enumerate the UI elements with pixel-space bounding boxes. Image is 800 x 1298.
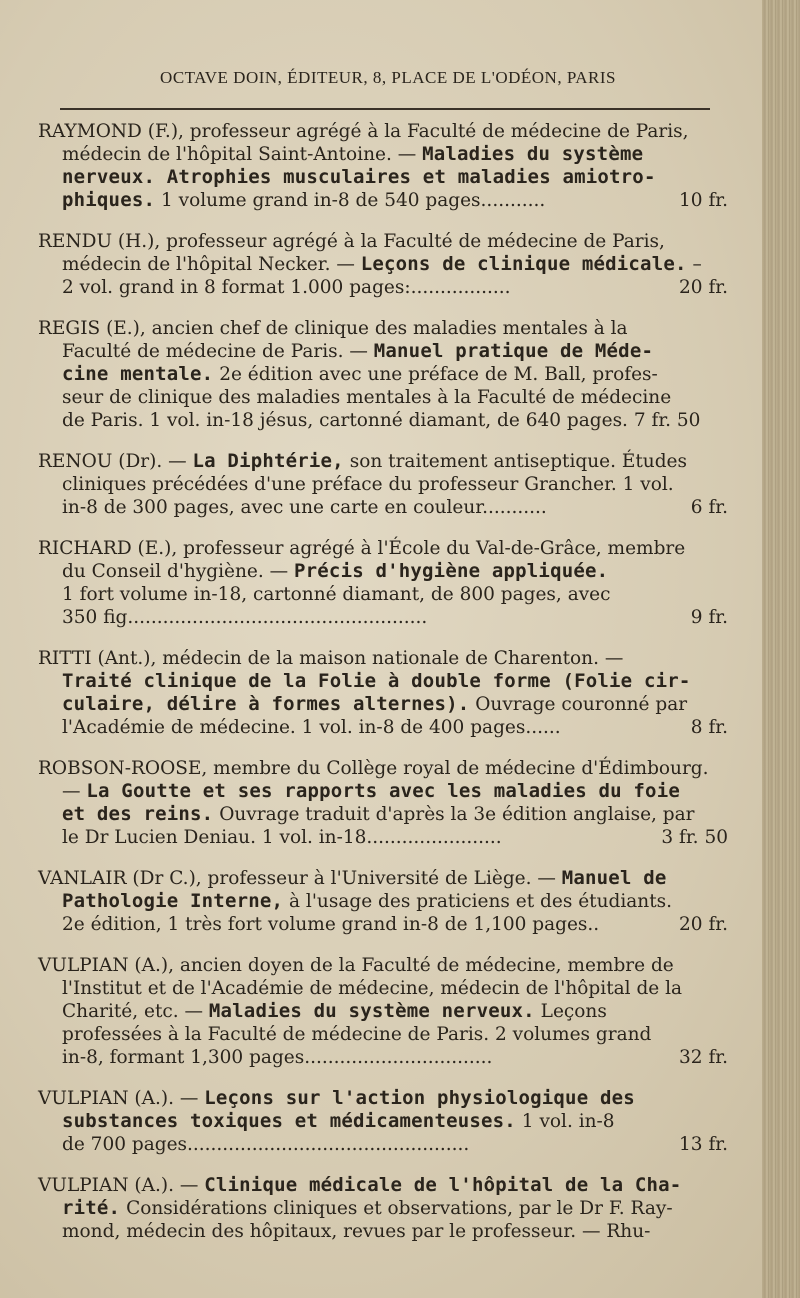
entry-text: à l'usage des praticiens et des étudiants. <box>283 891 673 912</box>
entry-line <box>38 716 728 739</box>
catalog-entry <box>38 450 728 519</box>
catalog-entry <box>38 317 728 432</box>
entry-line <box>38 1197 728 1220</box>
catalog-entry <box>38 867 728 936</box>
entry-text: 1 volume grand in-8 de 540 pages........... <box>155 190 546 211</box>
entry-line <box>38 560 728 583</box>
entry-line <box>38 1220 728 1243</box>
catalog-entry <box>38 757 728 849</box>
entry-text: rité. <box>62 1197 121 1219</box>
entry-text: Pathologie Interne, <box>62 890 284 912</box>
entry-line <box>38 826 728 849</box>
entry-text: ROBSON-ROOSE, membre du Collège royal de médecine d'Édimbourg. <box>38 758 709 779</box>
entry-text: RAYMOND (F.), professeur agrégé à la Faculté de médecine de Paris, <box>38 121 689 142</box>
catalog-entry <box>38 647 728 739</box>
entry-line <box>38 1000 728 1023</box>
entry-line <box>38 340 728 363</box>
entry-text: du Conseil d'hygiène. — <box>62 561 295 582</box>
entry-text: Leçons de clinique médicale. <box>360 253 687 275</box>
entry-text: substances toxiques et médicamenteuses. <box>62 1110 516 1132</box>
entry-text: l'Institut et de l'Académie de médecine, médecin de l'hôpital de la <box>62 978 683 999</box>
entry-text: RENDU (H.), professeur agrégé à la Faculté de médecine de Paris, <box>38 231 665 252</box>
entry-price: 13 fr. <box>679 1134 728 1155</box>
catalog-entry <box>38 1087 728 1156</box>
catalog-entry <box>38 230 728 299</box>
entry-text: VULPIAN (A.). — <box>38 1175 205 1196</box>
entry-line <box>38 230 728 253</box>
entry-text: Traité clinique de la Folie à double forme (Folie cir- <box>62 670 691 692</box>
entry-line <box>38 473 728 496</box>
entry-text: RENOU (Dr). — <box>38 451 193 472</box>
entry-line <box>38 386 728 409</box>
entry-text: VULPIAN (A.), ancien doyen de la Faculté de médecine, membre de <box>38 955 674 976</box>
entry-text: Leçons <box>534 1001 607 1022</box>
entry-line <box>38 913 728 936</box>
entry-line <box>38 606 728 629</box>
entry-text: 2e édition, 1 très fort volume grand in-8 de 1,100 pages.. <box>62 914 600 935</box>
entry-price: 20 fr. <box>679 914 728 935</box>
entry-text: RICHARD (E.), professeur agrégé à l'École du Val-de-Grâce, membre <box>38 538 686 559</box>
entry-line <box>38 954 728 977</box>
entry-line <box>38 120 728 143</box>
entry-line <box>38 189 728 212</box>
entry-text: professées à la Faculté de médecine de Paris. 2 volumes grand <box>62 1024 652 1045</box>
entry-text: phiques. <box>62 189 156 211</box>
entry-text: VANLAIR (Dr C.), professeur à l'Université de Liège. — <box>38 868 562 889</box>
entry-price: 8 fr. <box>690 717 728 738</box>
entry-price: 9 fr. <box>690 607 728 628</box>
entry-line <box>38 1023 728 1046</box>
entry-text: son traitement antiseptique. Études <box>343 451 687 472</box>
entry-text: in-8, formant 1,300 pages................................ <box>62 1047 493 1068</box>
entry-line <box>38 496 728 519</box>
entry-line <box>38 143 728 166</box>
entry-text: mond, médecin des hôpitaux, revues par le professeur. — Rhu- <box>62 1221 651 1242</box>
entry-text: – <box>686 254 702 275</box>
entry-text: REGIS (E.), ancien chef de clinique des maladies mentales à la <box>38 318 628 339</box>
entry-text: médecin de l'hôpital Saint-Antoine. — <box>62 144 423 165</box>
entry-text: Considérations cliniques et observations, par le Dr F. Ray- <box>120 1198 673 1219</box>
entry-text: 1 vol. in-8 <box>515 1111 615 1132</box>
entry-text: in-8 de 300 pages, avec une carte en couleur........... <box>62 497 547 518</box>
entry-text: VULPIAN (A.). — <box>38 1088 205 1109</box>
entry-line <box>38 780 728 803</box>
catalog-entry <box>38 120 728 212</box>
entry-text: La Goutte et ses rapports avec les maladies du foie <box>86 780 680 802</box>
entry-line <box>38 977 728 1000</box>
entry-line <box>38 253 728 276</box>
entry-text: le Dr Lucien Deniau. 1 vol. in-18....................... <box>62 827 502 848</box>
entry-line <box>38 1087 728 1110</box>
entry-line <box>38 803 728 826</box>
entry-text: de 700 pages................................................ <box>62 1134 470 1155</box>
entry-text: culaire, délire à formes alternes). <box>62 693 470 715</box>
entry-text: — <box>62 781 87 802</box>
entry-line <box>38 583 728 606</box>
entry-line <box>38 276 728 299</box>
catalog-entry <box>38 954 728 1069</box>
entry-text: 350 fig................................................... <box>62 607 428 628</box>
entry-text: seur de clinique des maladies mentales à la Faculté de médecine <box>62 387 672 408</box>
entry-line <box>38 409 728 432</box>
entry-text: nerveux. Atrophies musculaires et maladies amiotro- <box>62 166 656 188</box>
entry-line <box>38 1046 728 1069</box>
entry-text: Maladies du système nerveux. <box>208 1000 535 1022</box>
entry-line <box>38 450 728 473</box>
entry-price: 10 fr. <box>679 190 728 211</box>
entry-text: Clinique médicale de l'hôpital de la Cha- <box>204 1174 682 1196</box>
book-spine-edge <box>762 0 800 1298</box>
catalog-entry <box>38 1174 728 1243</box>
entry-text: RITTI (Ant.), médecin de la maison nationale de Charenton. — <box>38 648 624 669</box>
entry-text: Leçons sur l'action physiologique des <box>204 1087 635 1109</box>
entry-line <box>38 757 728 780</box>
catalog-entries <box>38 120 728 1261</box>
entry-text: Charité, etc. — <box>62 1001 209 1022</box>
entry-text: Ouvrage couronné par <box>469 694 688 715</box>
entry-text: et des reins. <box>62 803 214 825</box>
entry-text: Manuel pratique de Méde- <box>373 340 654 362</box>
entry-price: 3 fr. 50 <box>661 827 728 848</box>
entry-text: cliniques précédées d'une préface du professeur Grancher. 1 vol. <box>62 474 674 495</box>
entry-line <box>38 166 728 189</box>
entry-line <box>38 670 728 693</box>
entry-line <box>38 1133 728 1156</box>
entry-line <box>38 867 728 890</box>
entry-line <box>38 1110 728 1133</box>
entry-text: Ouvrage traduit d'après la 3e édition anglaise, par <box>213 804 695 825</box>
entry-line <box>38 317 728 340</box>
entry-text: Maladies du système <box>422 143 644 165</box>
entry-text: Manuel de <box>561 867 667 889</box>
entry-text: cine mentale. <box>62 363 214 385</box>
entry-price: 20 fr. <box>679 277 728 298</box>
entry-text: 1 fort volume in-18, cartonné diamant, de 800 pages, avec <box>62 584 611 605</box>
entry-text: l'Académie de médecine. 1 vol. in-8 de 400 pages...... <box>62 717 561 738</box>
publisher-header: OCTAVE DOIN, ÉDITEUR, 8, PLACE DE L'ODÉON, PARIS <box>160 68 616 87</box>
entry-text: La Diphtérie, <box>192 450 344 472</box>
entry-text: 2e édition avec une préface de M. Ball, profes- <box>213 364 658 385</box>
entry-text: Faculté de médecine de Paris. — <box>62 341 374 362</box>
entry-line <box>38 1174 728 1197</box>
entry-line <box>38 363 728 386</box>
entry-line <box>38 647 728 670</box>
entry-text: médecin de l'hôpital Necker. — <box>62 254 361 275</box>
entry-price: 32 fr. <box>679 1047 728 1068</box>
entry-text: 2 vol. grand in 8 format 1.000 pages:................. <box>62 277 511 298</box>
catalog-entry <box>38 537 728 629</box>
entry-line <box>38 693 728 716</box>
entry-text: Précis d'hygiène appliquée. <box>294 560 609 582</box>
entry-price: 6 fr. <box>690 497 728 518</box>
header-rule <box>60 108 710 110</box>
entry-line <box>38 890 728 913</box>
entry-text: de Paris. 1 vol. in-18 jésus, cartonné diamant, de 640 pages. 7 fr. 50 <box>62 410 701 431</box>
entry-line <box>38 537 728 560</box>
